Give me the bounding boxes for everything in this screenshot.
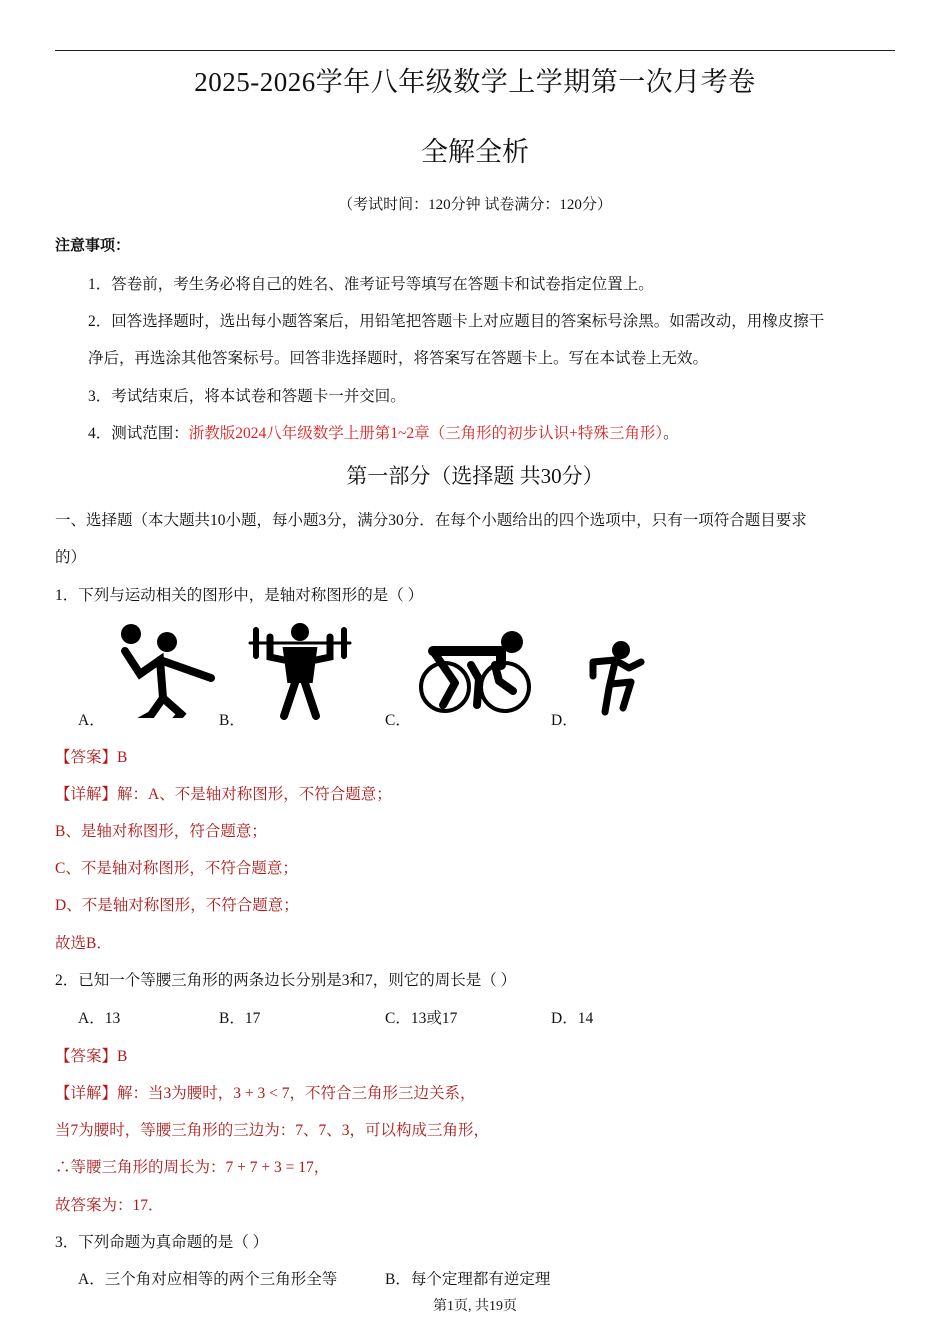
q1-explanation-line: D、不是轴对称图形，不符合题意； (55, 897, 299, 914)
q1-option-b-label: B． (219, 712, 245, 729)
q1-explanation-line: B、是轴对称图形，符合题意； (55, 823, 267, 840)
q3-option-a: A．三个角对应相等的两个三角形全等 (78, 1271, 338, 1288)
q2-explanation-line: 当7为腰时，等腰三角形的三边为：7、7、3，可以构成三角形， (55, 1122, 490, 1139)
weightlifter-icon (248, 620, 352, 720)
question-1-stem: 1．下列与运动相关的图形中，是轴对称图形的是（ ） (55, 587, 424, 604)
q2-explanation-line: 故答案为：17． (55, 1197, 164, 1214)
scope-label: 4．测试范围： (88, 425, 189, 442)
q1-option-d-label: D． (551, 712, 578, 729)
q2-option-c: C．13或17 (385, 1010, 458, 1027)
notice-item-2: 2．回答选择题时，选出每小题答案后，用铅笔把答题卡上对应题目的答案标号涂黑。如需改动，用橡皮擦干 (88, 313, 825, 330)
section-instructions-cont: 的） (55, 549, 87, 566)
q1-option-c-label: C． (385, 712, 411, 729)
q2-explanation-line: 【详解】解：当3为腰时，3 + 3 < 7，不符合三角形三边关系， (55, 1085, 476, 1102)
q2-option-d: D．14 (551, 1010, 594, 1027)
q2-explanation-line: ∴等腰三角形的周长为：7 + 7 + 3 = 17， (55, 1159, 330, 1176)
question-3-stem: 3．下列命题为真命题的是（ ） (55, 1234, 269, 1251)
section-title: 第一部分（选择题 共30分） (346, 464, 604, 488)
section-instructions: 一、选择题（本大题共10小题，每小题3分，满分30分．在每个小题给出的四个选项中，只有一项符合题目要求 (55, 512, 807, 529)
notice-heading: 注意事项： (55, 236, 131, 254)
header-rule (55, 50, 895, 51)
page-title: 2025-2026学年八年级数学上学期第一次月考卷 (194, 67, 756, 97)
exam-meta: （考试时间：120分钟 试卷满分：120分） (338, 197, 612, 213)
runner-icon (583, 632, 653, 718)
q1-explanation-line: 【详解】解：A、不是轴对称图形，不符合题意； (55, 786, 392, 803)
page-subtitle: 全解全析 (421, 137, 529, 167)
page-number: 第1页, 共19页 (433, 1299, 517, 1314)
question-2-stem: 2．已知一个等腰三角形的两条边长分别是3和7，则它的周长是（ ） (55, 972, 517, 989)
q1-explanation-line: C、不是轴对称图形，不符合题意； (55, 860, 298, 877)
q1-answer: 【答案】B (55, 749, 128, 766)
notice-item-4 (88, 421, 679, 443)
notice-item-3: 3．考试结束后，将本试卷和答题卡一并交回。 (88, 388, 406, 405)
volleyball-player-icon (115, 618, 220, 718)
notice-item-2-cont: 净后，再选涂其他答案标号。回答非选择题时，将答案写在答题卡上。写在本试卷上无效。 (88, 350, 709, 367)
q2-option-b: B．17 (219, 1010, 261, 1027)
q3-option-b: B．每个定理都有逆定理 (385, 1271, 551, 1288)
cyclist-icon (415, 625, 535, 720)
scope-value: 浙教版2024八年级数学上册第1~2章（三角形的初步认识+特殊三角形） (188, 425, 664, 442)
q2-option-a: A．13 (78, 1010, 121, 1027)
scope-end: 。 (663, 425, 679, 442)
notice-item-1: 1．答卷前，考生务必将自己的姓名、准考证号等填写在答题卡和试卷指定位置上。 (88, 276, 654, 293)
q1-option-a-label: A． (78, 712, 105, 729)
q2-answer: 【答案】B (55, 1048, 128, 1065)
q1-explanation-line: 故选B． (55, 935, 112, 952)
